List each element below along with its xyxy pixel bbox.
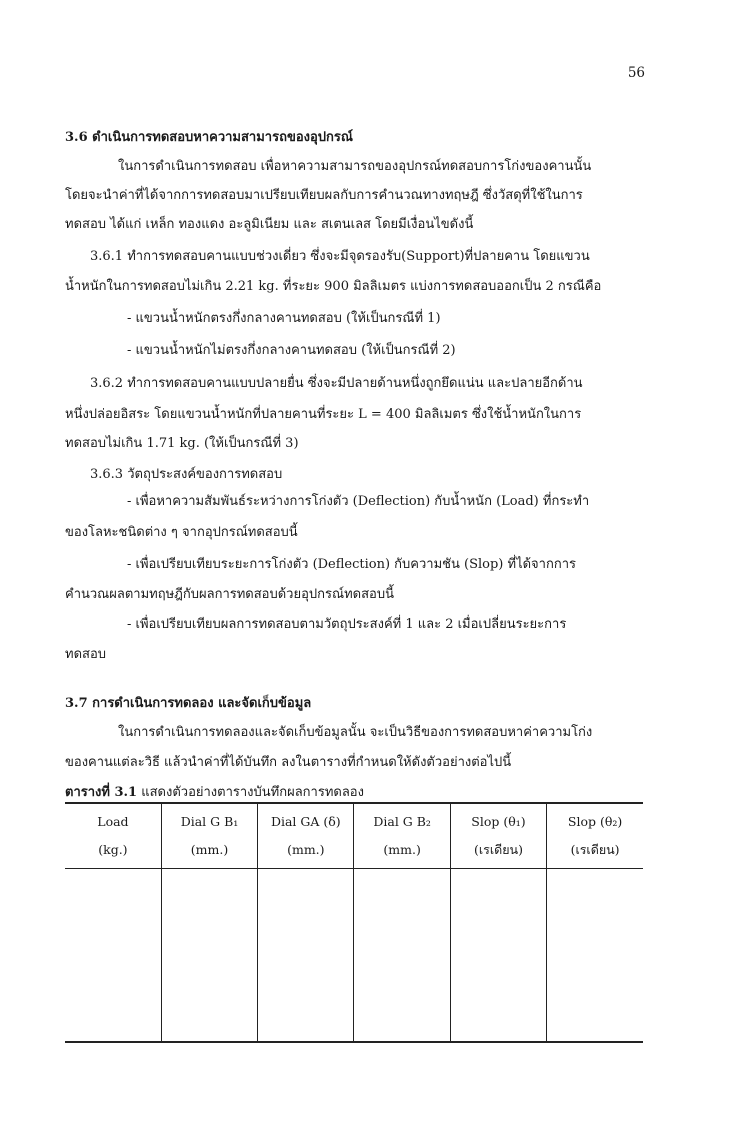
subsection-3-6-2-line: 3.6.2 ทำการทดสอบคานแบบปลายยื่น ซึ่งจะมีปลายด้านหนึ่งถูกยึดแน่น และปลายอีกด้าน [90,376,583,391]
objective-item: ทดสอบ [65,647,107,662]
subsection-3-6-2-line: ทดสอบไม่เกิน 1.71 kg. (ให้เป็นกรณีที่ 3) [65,436,299,451]
objective-item: ของโลหะชนิดต่าง ๆ จากอุปกรณ์ทดสอบนี้ [65,525,298,540]
paragraph-line: ของคานแต่ละวิธี แล้วนำค่าที่ได้บันทึก ลงในตารางที่กำหนดให้ดังตัวอย่างต่อไปนี้ [65,755,512,770]
header-slop-1: Slop (θ₁) (เรเดียน) [450,803,546,869]
bullet-item: - แขวนน้ำหนักตรงกึ่งกลางคานทดสอบ (ให้เป็นกรณีที่ 1) [127,311,441,326]
page-number: 56 [627,65,645,81]
header-load: Load (kg.) [65,803,161,869]
table-cell [65,869,161,1043]
header-dial-ga: Dial GA (δ) (mm.) [258,803,354,869]
objective-item: - เพื่อเปรียบเทียบระยะการโก่งตัว (Deflection) กับความชัน (Slop) ที่ได้จากการ [127,557,576,572]
paragraph-line: ทดสอบ ได้แก่ เหล็ก ทองแดง อะลูมิเนียม และ สเตนเลส โดยมีเงื่อนไขดังนี้ [65,217,474,232]
header-slop-2: Slop (θ₂) (เรเดียน) [547,803,643,869]
header-dial-gb2: Dial G B₂ (mm.) [354,803,450,869]
table-row [65,869,643,1043]
table-cell [547,869,643,1043]
objective-item: - เพื่อหาความสัมพันธ์ระหว่างการโก่งตัว (Deflection) กับน้ำหนัก (Load) ที่กระทำ [127,494,590,509]
subsection-3-6-2-line: หนึ่งปล่อยอิสระ โดยแขวนน้ำหนักที่ปลายคานที่ระยะ L = 400 มิลลิเมตร ซึ่งใช้น้ำหนักในการ [65,407,582,422]
table-header-row [65,803,643,869]
bullet-item: - แขวนน้ำหนักไม่ตรงกึ่งกลางคานทดสอบ (ให้เป็นกรณีที่ 2) [127,343,456,358]
subsection-3-6-1-line: 3.6.1 ทำการทดสอบคานแบบช่วงเดี่ยว ซึ่งจะมีจุดรองรับ(Support)ที่ปลายคาน โดยแขวน [90,249,590,264]
subsection-3-6-3-title: 3.6.3 วัตถุประสงค์ของการทดสอบ [90,467,283,482]
results-table [65,802,643,1043]
section-heading-3-7: 3.7 การดำเนินการทดลอง และจัดเก็บข้อมูล [65,696,312,711]
table-cell [161,869,257,1043]
paragraph-line: ในการดำเนินการทดสอบ เพื่อหาความสามารถของอุปกรณ์ทดสอบการโก่งของคานนั้น [118,159,592,174]
subsection-3-6-1-line: น้ำหนักในการทดสอบไม่เกิน 2.21 kg. ที่ระยะ 900 มิลลิเมตร แบ่งการทดสอบออกเป็น 2 กรณีคือ [65,279,602,294]
paragraph-line: ในการดำเนินการทดลองและจัดเก็บข้อมูลนั้น จะเป็นวิธีของการทดสอบหาค่าความโก่ง [118,725,593,740]
section-heading-3-6: 3.6 ดำเนินการทดสอบหาความสามารถของอุปกรณ์ [65,130,353,145]
table-cell [258,869,354,1043]
table-caption-label: ตารางที่ 3.1 [65,785,138,800]
table-cell [354,869,450,1043]
objective-item: - เพื่อเปรียบเทียบผลการทดสอบตามวัตถุประสงค์ที่ 1 และ 2 เมื่อเปลี่ยนระยะการ [127,617,567,632]
table-caption-text: แสดงตัวอย่างตารางบันทึกผลการทดลอง [137,785,364,800]
header-dial-gb1: Dial G B₁ (mm.) [161,803,257,869]
table-caption [65,781,364,802]
paragraph-line: โดยจะนำค่าที่ได้จากการทดสอบมาเปรียบเทียบผลกับการคำนวณทางทฤษฎี ซึ่งวัสดุที่ใช้ในการ [65,188,583,203]
objective-item: คำนวณผลตามทฤษฎีกับผลการทดสอบด้วยอุปกรณ์ทดสอบนี้ [65,587,394,602]
table-cell [450,869,546,1043]
